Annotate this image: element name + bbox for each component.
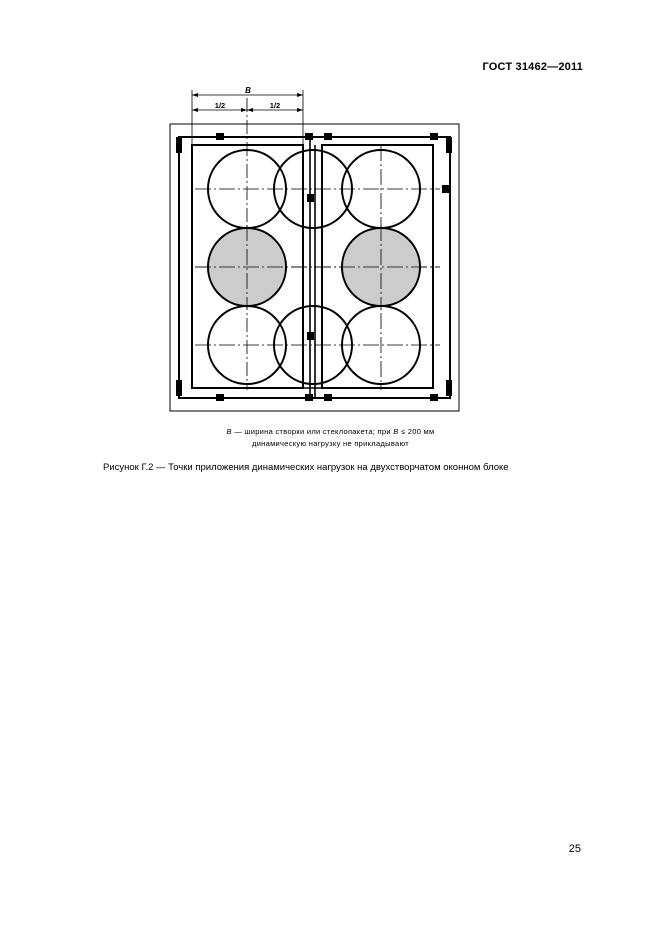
figure-title: Рисунок Г.2 — Точки приложения динамических нагрузок на двухстворчатом оконном блоке [103,462,509,473]
mullion [303,137,322,398]
legend-line-2: динамическую нагрузку не прикладывают [252,439,409,448]
dimension-label-b: B [245,86,251,95]
half-label-right: 1/2 [269,101,281,110]
legend-text-a: — ширина створки или стеклопакета; при [231,427,394,436]
legend-variable-2: B [393,427,399,436]
dimension-arrows [192,93,303,112]
legend-variable: B [226,427,232,436]
legend-text-b: ≤ 200 мм [398,427,435,436]
window-load-diagram [0,0,661,420]
half-label-left: 1/2 [214,101,226,110]
figure-legend [0,426,661,450]
document-code: ГОСТ 31462—2011 [482,61,583,73]
page-number: 25 [568,843,581,855]
